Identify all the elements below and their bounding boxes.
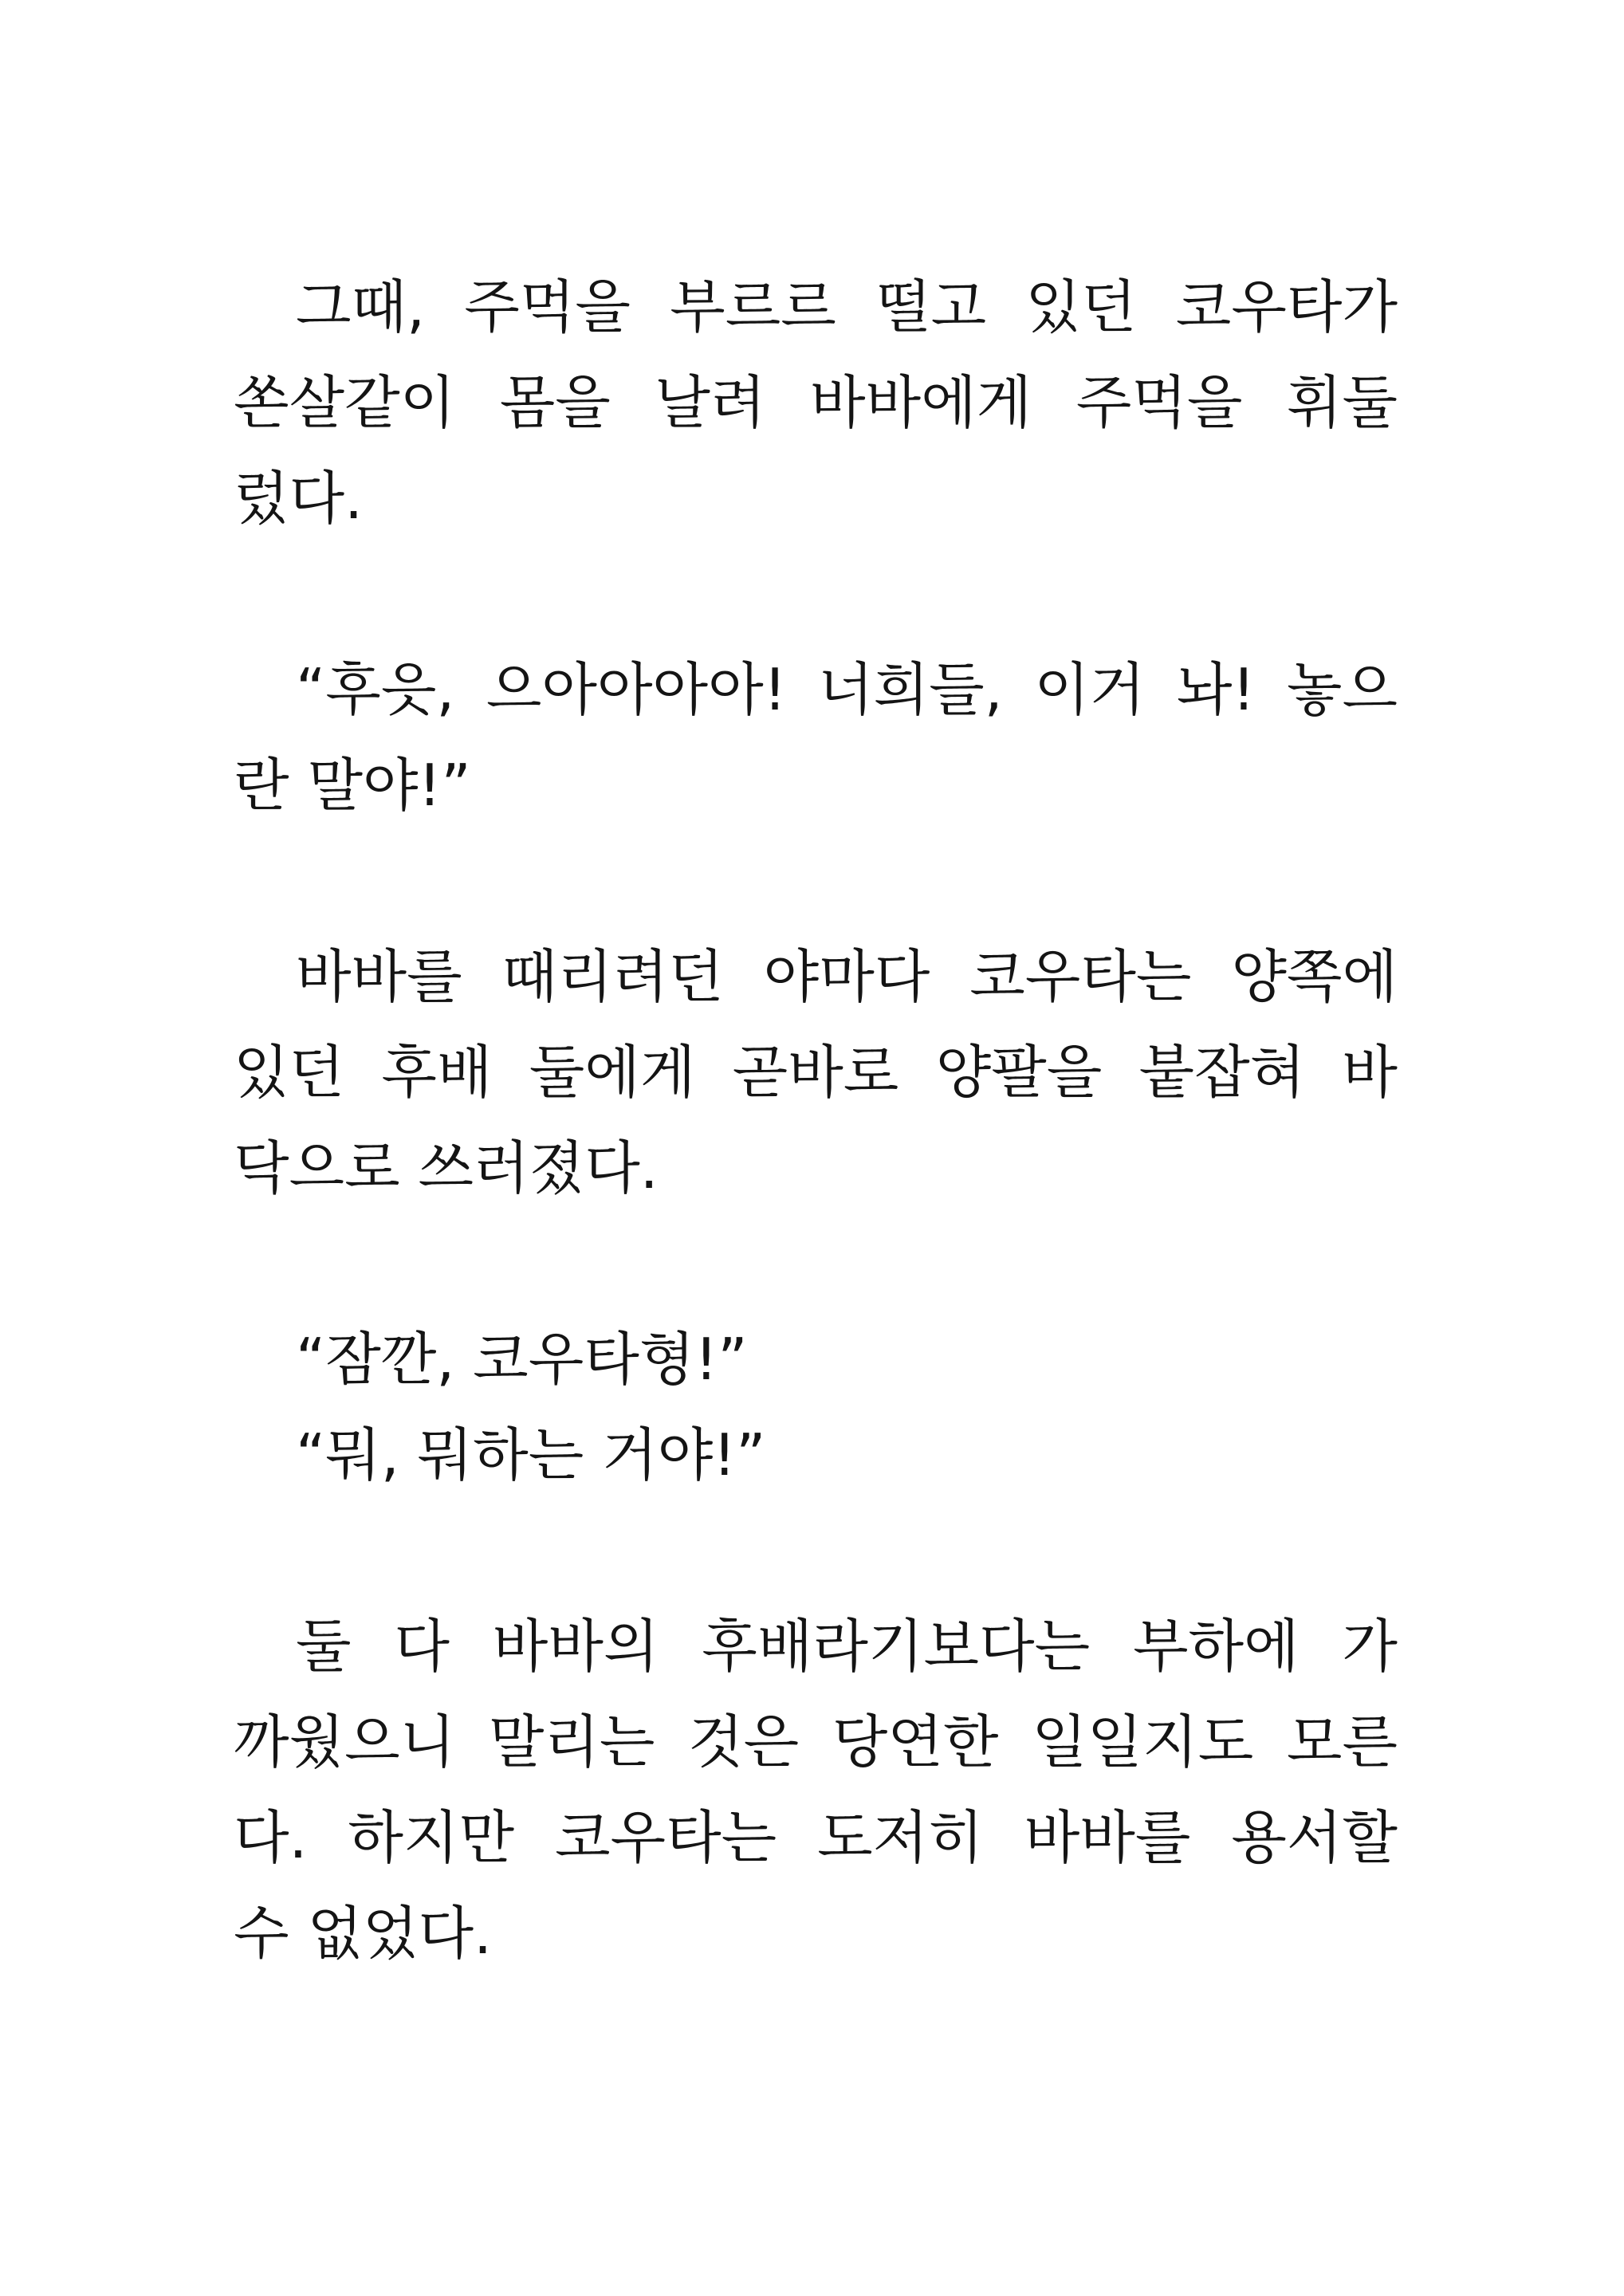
paragraph-3-line-1: 바바를 때리려던 야마다 코우타는 양쪽에: [296, 943, 1398, 1010]
paragraph-5-line-2: 까웠으니 말리는 것은 당연한 일일지도 모른: [234, 1708, 1398, 1775]
paragraph-2-line-1: “후읏, 으아아아아! 너희들, 이거 놔! 놓으: [296, 656, 1398, 723]
paragraph-1-line-3: 렀다.: [234, 465, 363, 532]
paragraph-2-line-2: 란 말야!”: [234, 752, 471, 819]
paragraph-3-line-3: 닥으로 쓰러졌다.: [234, 1134, 659, 1201]
paragraph-1-line-2: 쏜살같이 몸을 날려 바바에게 주먹을 휘둘: [234, 369, 1398, 436]
paragraph-4-line-2: “뭐, 뭐하는 거야!”: [296, 1421, 766, 1488]
paragraph-5-line-1: 둘 다 바바의 후배라기보다는 부하에 가: [296, 1613, 1398, 1680]
paragraph-5-line-3: 다. 하지만 코우타는 도저히 바바를 용서할: [234, 1804, 1398, 1871]
paragraph-1-line-1: 그때, 주먹을 부르르 떨고 있던 코우타가: [296, 273, 1398, 340]
paragraph-5-line-4: 수 없었다.: [234, 1900, 492, 1967]
paragraph-3-line-2: 있던 후배 둘에게 곧바로 양팔을 붙잡혀 바: [234, 1039, 1398, 1106]
paragraph-4-line-1: “잠깐, 코우타형!”: [296, 1326, 748, 1393]
